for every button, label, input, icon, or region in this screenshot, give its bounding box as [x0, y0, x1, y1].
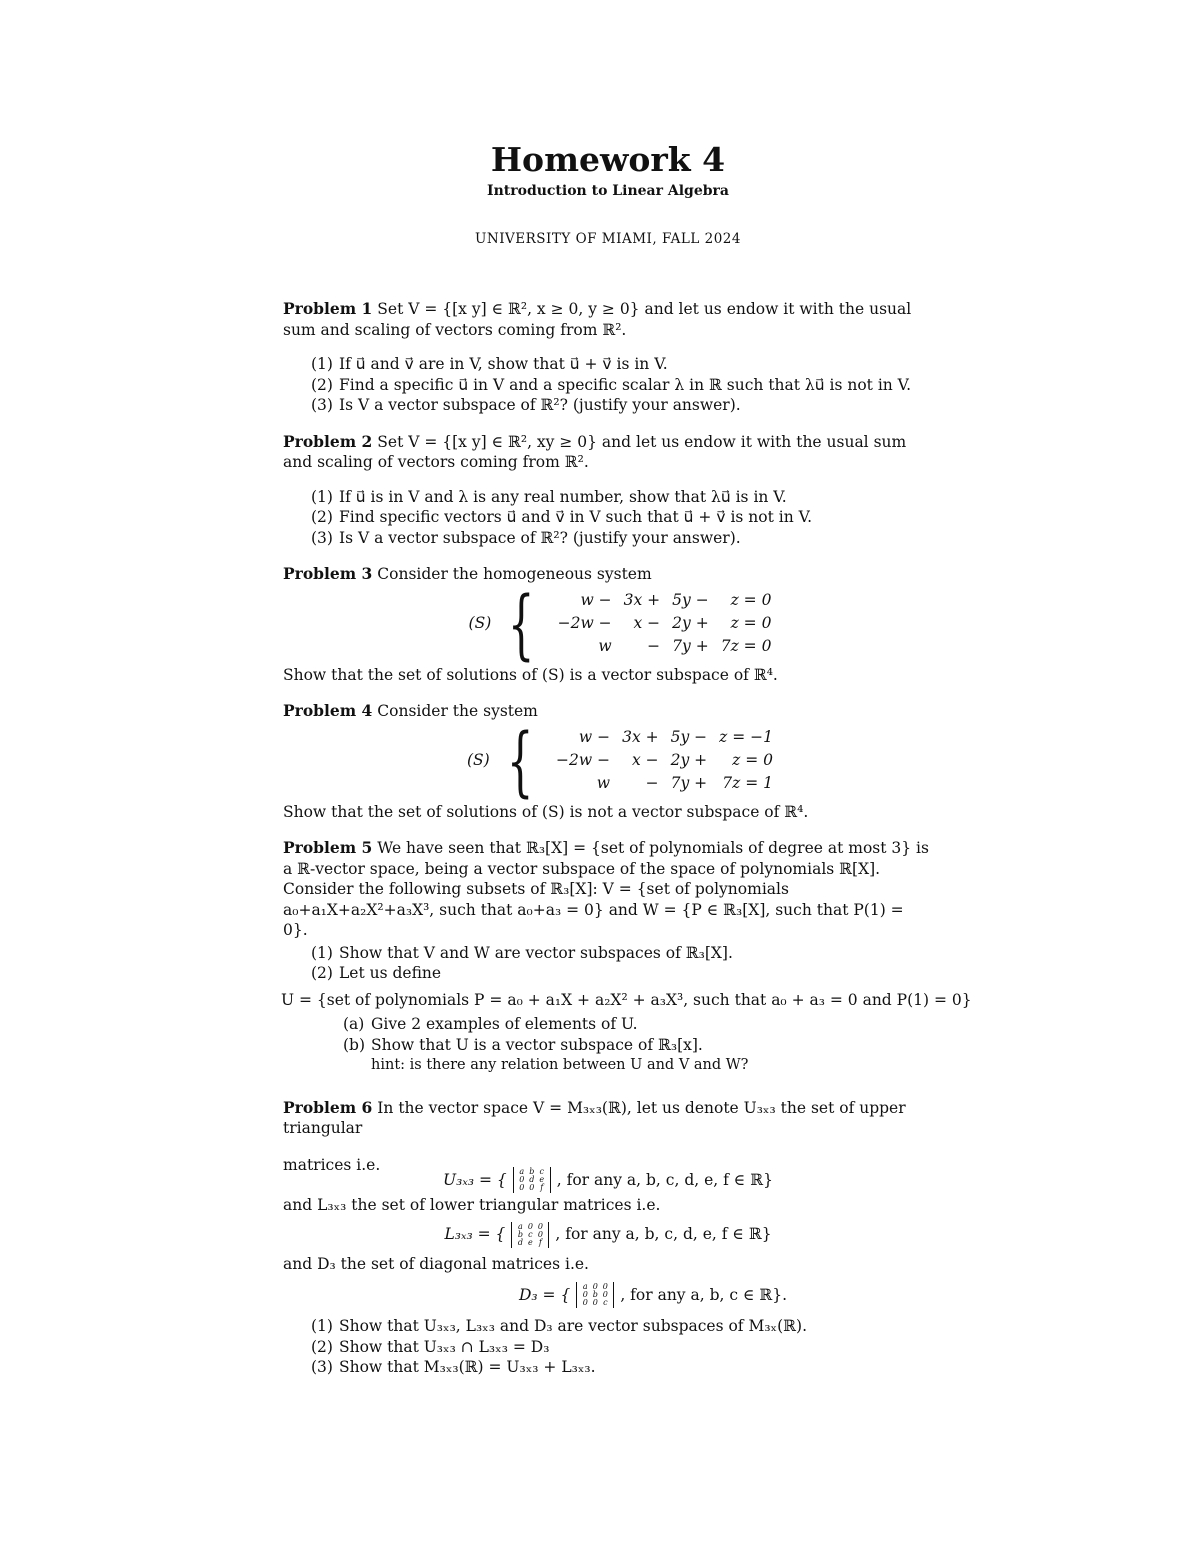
problem-3-statement — [283, 564, 933, 585]
set-rhs: , for any a, b, c, d, e, f ∈ ℝ} — [556, 1170, 773, 1189]
term: z = −1 — [719, 728, 774, 746]
item-number: (2) — [311, 964, 333, 982]
lower-triangular-def — [283, 1222, 933, 1248]
problem-5-subitems — [343, 1014, 933, 1055]
system-label: (S) — [468, 614, 492, 633]
term: x − — [633, 614, 661, 632]
item-number: (2) — [311, 375, 333, 394]
matrix-entry: b — [517, 1229, 523, 1239]
term: 7y + — [670, 774, 708, 792]
term: − — [645, 774, 659, 792]
item-text: Show that M₃ₓ₃(ℝ) = U₃ₓ₃ + L₃ₓ₃. — [339, 1358, 596, 1376]
left-brace: { — [506, 715, 534, 805]
item-number: (3) — [311, 396, 333, 414]
equation-row — [552, 635, 778, 658]
item-number: (a) — [343, 1015, 365, 1033]
problem-1 — [283, 299, 933, 416]
matrix-entry: 0 — [537, 1229, 543, 1239]
term: w — [596, 774, 611, 792]
term: 7z = 1 — [722, 774, 774, 792]
matrix-entry: d — [517, 1237, 523, 1247]
list-item — [311, 1316, 933, 1337]
problem-6-text: In the vector space V = M₃ₓ₃(ℝ), let us denote U₃ₓ₃ the set of upper triangular — [283, 1098, 906, 1137]
list-item — [311, 354, 933, 375]
left-brace: { — [508, 578, 535, 668]
problem-1-items — [311, 354, 933, 416]
matrix-entry: 0 — [602, 1282, 608, 1291]
list-item — [311, 528, 933, 549]
matrix-entry: 0 — [519, 1183, 525, 1192]
u-definition: U = {set of polynomials P = a₀ + a₁X + a₂X² + a₃X³, such that a₀ + a₃ = 0 and P(1) = 0} — [281, 990, 972, 1009]
problem-5 — [281, 838, 972, 1076]
problem-2-text: Set V = {[x y] ∈ ℝ², xy ≥ 0} and let us endow it with the usual sum and scaling of vectors coming from ℝ². — [283, 432, 907, 471]
list-item — [311, 943, 933, 964]
matrix-entry: e — [528, 1237, 533, 1247]
matrix-entry: b — [592, 1290, 598, 1299]
term: 3x + — [622, 728, 659, 746]
term: z = 0 — [732, 751, 774, 769]
problem-4-text: Consider the system — [377, 702, 538, 720]
matrix-entry: c — [528, 1229, 533, 1239]
problem-1-statement — [283, 299, 933, 340]
term: 2y + — [670, 751, 708, 769]
matrix-entry: 0 — [537, 1221, 543, 1231]
item-text: Show that V and W are vector subspaces of ℝ₃[X]. — [339, 943, 733, 962]
problem-3-label: Problem 3 — [283, 564, 373, 583]
item-text: If u⃗ is in V and λ is any real number, show that λu⃗ is in V. — [339, 487, 787, 506]
problem-4-question: Show that the set of solutions of (S) is not a vector subspace of ℝ⁴. — [283, 802, 809, 821]
item-number: (3) — [311, 1358, 333, 1376]
document-page — [281, 140, 972, 1378]
term: w − — [578, 728, 611, 746]
set-lhs: U₃ₓ₃ = { — [443, 1170, 507, 1189]
list-item — [311, 395, 933, 416]
linear-system-3 — [313, 578, 933, 668]
problem-5-text: We have seen that ℝ₃[X] = {set of polynomials of degree at most 3} is a ℝ-vector space, being a vector subspace of the space of polynomials ℝ[X]. Consider the following subsets of ℝ₃[X]: V = {set of polynomials a₀+a₁X+a₂X²+a₃X³, such that a₀+a₃ = 0} and W = {P ∈ ℝ₃[X], such that P(1) = 0}. — [283, 839, 929, 939]
hint-text: hint: is there any relation between U and V and W? — [371, 1057, 749, 1073]
list-item — [311, 1357, 933, 1378]
item-number: (2) — [311, 1337, 333, 1356]
term: 7z = 0 — [720, 637, 772, 655]
matrix-entry: 0 — [582, 1298, 588, 1307]
lower-intro: and L₃ₓ₃ the set of lower triangular matrices i.e. — [283, 1196, 661, 1214]
problem-5-items — [311, 943, 933, 984]
term: − — [647, 637, 661, 655]
matrix-entry: 0 — [602, 1290, 608, 1299]
matrix — [511, 1222, 549, 1248]
matrix-entry: 0 — [592, 1298, 598, 1307]
term: w — [598, 637, 612, 655]
item-number: (1) — [311, 487, 333, 506]
equation-table — [550, 726, 779, 795]
matrix-entry: f — [538, 1237, 542, 1247]
equation-row — [550, 749, 779, 772]
problem-6-statement — [283, 1098, 933, 1139]
upper-triangular-def — [283, 1167, 933, 1193]
matrix-entry: 0 — [592, 1282, 598, 1291]
term: 5y − — [670, 728, 708, 746]
item-number: (3) — [311, 528, 333, 547]
list-item — [311, 507, 933, 528]
list-item — [311, 375, 933, 396]
problem-3 — [283, 564, 933, 685]
problem-4-statement — [283, 701, 933, 722]
matrix — [513, 1167, 551, 1193]
matrix-entry: 0 — [527, 1221, 533, 1231]
problem-5-label: Problem 5 — [283, 838, 373, 857]
item-text: Find a specific u⃗ in V and a specific scalar λ in ℝ such that λu⃗ is not in V. — [339, 375, 912, 394]
term: −2w − — [557, 614, 612, 632]
item-text: If u⃗ and v⃗ are in V, show that u⃗ + v⃗ is in V. — [339, 355, 668, 373]
term: 2y + — [672, 614, 709, 632]
matrix — [576, 1282, 614, 1308]
item-number: (1) — [311, 1317, 333, 1335]
item-text: Show that U₃ₓ₃ ∩ L₃ₓ₃ = D₃ — [339, 1337, 550, 1356]
item-number: (1) — [311, 355, 333, 373]
term: 5y − — [672, 591, 709, 609]
problem-2 — [283, 432, 933, 549]
problem-2-statement — [283, 432, 933, 473]
item-number: (1) — [311, 943, 333, 962]
problem-3-question: Show that the set of solutions of (S) is a vector subspace of ℝ⁴. — [283, 665, 778, 684]
problem-6 — [283, 1098, 933, 1378]
matrix-entry: d — [529, 1175, 535, 1184]
document-subtitle: Introduction to Linear Algebra — [487, 183, 729, 199]
diagonal-intro: and D₃ the set of diagonal matrices i.e. — [283, 1254, 589, 1273]
item-text: Show that U₃ₓ₃, L₃ₓ₃ and D₃ are vector subspaces of M₃ₓ(ℝ). — [339, 1317, 808, 1335]
problem-3-text: Consider the homogeneous system — [377, 565, 652, 583]
list-item — [311, 487, 933, 508]
term: 3x + — [623, 591, 661, 609]
diagonal-def — [373, 1282, 933, 1308]
system-label: (S) — [466, 751, 490, 770]
equation-table — [552, 589, 778, 658]
matrix-entry: 0 — [582, 1290, 588, 1299]
item-text: Is V a vector subspace of ℝ²? (justify your answer). — [339, 528, 741, 547]
matrix-entry: f — [540, 1183, 544, 1192]
problem-1-label: Problem 1 — [283, 299, 373, 318]
institution-line: UNIVERSITY OF MIAMI, FALL 2024 — [475, 230, 741, 247]
list-item — [343, 1014, 933, 1035]
matrix-entry: a — [517, 1221, 523, 1231]
problem-5-statement — [283, 838, 933, 941]
problem-1-text: Set V = {[x y] ∈ ℝ², x ≥ 0, y ≥ 0} and let us endow it with the usual sum and scaling of vectors coming from ℝ². — [283, 300, 912, 339]
matrix-entry: c — [539, 1167, 544, 1176]
matrix-entry: c — [603, 1298, 608, 1307]
item-number: (2) — [311, 508, 333, 526]
problem-6-label: Problem 6 — [283, 1097, 373, 1117]
item-text: Show that U is a vector subspace of ℝ₃[x]. — [371, 1035, 703, 1054]
matrix-entry: a — [519, 1167, 525, 1176]
matrix-entry: e — [539, 1175, 545, 1184]
item-text: Is V a vector subspace of ℝ²? (justify your answer). — [339, 396, 741, 414]
item-text: Let us define — [339, 964, 442, 982]
document-title: Homework 4 — [490, 140, 726, 179]
problem-2-label: Problem 2 — [283, 431, 373, 451]
problem-4 — [283, 701, 933, 822]
item-text: Find specific vectors u⃗ and v⃗ in V such that u⃗ + v⃗ is not in V. — [339, 508, 813, 526]
list-item — [311, 963, 933, 984]
equation-row — [550, 772, 779, 795]
set-lhs: D₃ = { — [518, 1285, 571, 1304]
problem-4-label: Problem 4 — [283, 701, 373, 720]
matrix-entry: 0 — [529, 1183, 535, 1192]
problem-6-items — [311, 1316, 933, 1378]
matrix-entry: a — [582, 1282, 588, 1291]
list-item — [343, 1035, 933, 1056]
term: z = 0 — [730, 591, 772, 609]
item-number: (b) — [343, 1035, 366, 1054]
term: x − — [631, 751, 659, 769]
equation-row — [550, 726, 779, 749]
problem-6-text2: matrices i.e. — [283, 1155, 381, 1174]
term: −2w − — [556, 751, 611, 769]
linear-system-4 — [313, 715, 933, 805]
set-lhs: L₃ₓ₃ = { — [444, 1225, 506, 1244]
set-rhs: , for any a, b, c, d, e, f ∈ ℝ} — [555, 1225, 772, 1244]
problem-2-items — [311, 487, 933, 549]
term: 7y + — [672, 637, 709, 655]
equation-row — [552, 612, 778, 635]
equation-row — [552, 589, 778, 612]
matrix-entry: 0 — [519, 1175, 525, 1184]
item-text: Give 2 examples of elements of U. — [371, 1015, 638, 1033]
list-item — [311, 1337, 933, 1358]
term: w − — [580, 591, 612, 609]
term: z = 0 — [730, 614, 772, 632]
set-rhs: , for any a, b, c ∈ ℝ}. — [620, 1285, 788, 1304]
matrix-entry: b — [529, 1167, 535, 1176]
